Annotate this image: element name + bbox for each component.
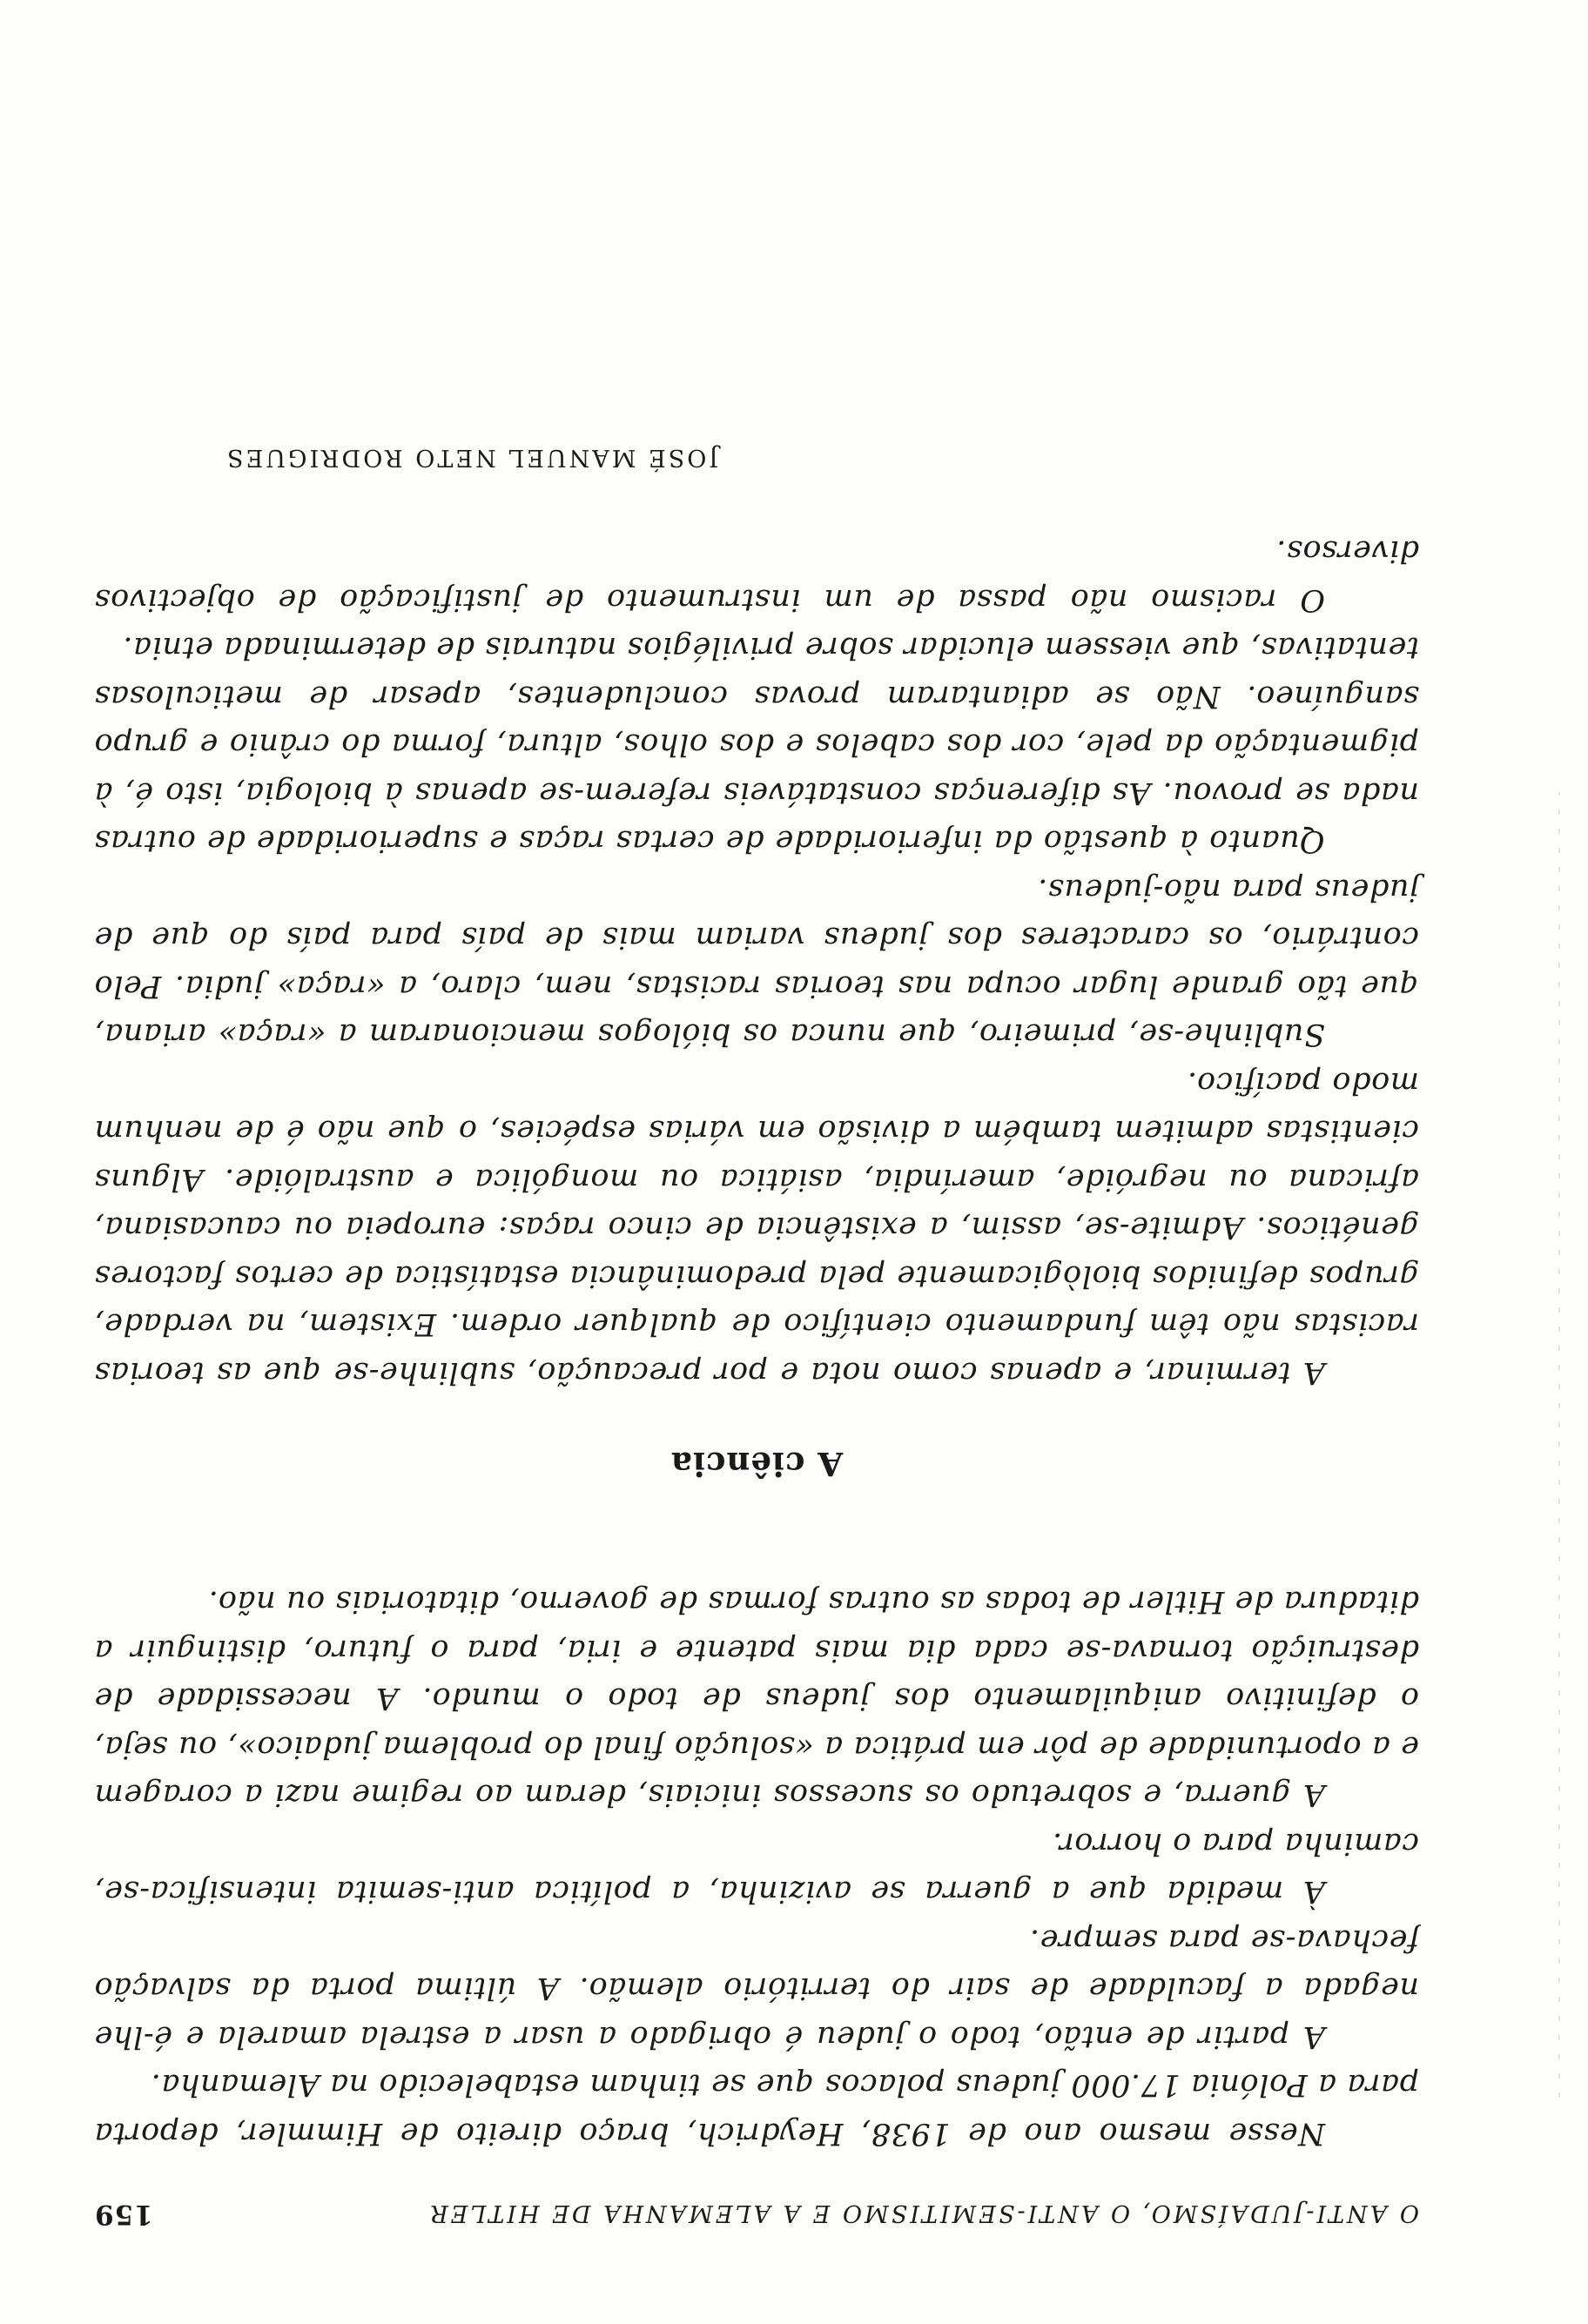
section-heading: A ciência — [670, 1445, 844, 1483]
paragraph: Nesse mesmo ano de 1938, Heydrich, braço direito de Himmler, deporta para a Polónia 17.000 judeus polacos que se tinham estabelecido na Alemanha. — [94, 2067, 1419, 2151]
paragraph: Quanto à questão da inferioridade de certas raças e superioridade de outras nada se provou. As diferenças constatáveis referem-se apenas à biologia, isto é, à pigmentação da pele, cor dos cabelos e dos olhos, altura, forma do crânio e grupo sanguíneo. Não se adiantaram provas concludentes, apesar de meticulosas tentativas, que viessem elucidar sobre privilégios naturais de determinada etnia. — [94, 630, 1419, 859]
author-signature: JOSÉ MANUEL NETO RODRIGUES — [225, 444, 719, 471]
paragraph: À medida que a guerra se avizinha, a política anti-semita intensifica-se, caminha para o horror. — [94, 1826, 1419, 1910]
paragraph: Sublinhe-se, primeiro, que nunca os biólogos mencionaram a «raça» ariana, que tão grande lugar ocupa nas teorias racistas, nem, claro, a «raça» judia. Pelo contrário, os caracteres dos judeus variam mais de país para país do que de judeus para não-judeus. — [94, 872, 1419, 1052]
paragraph: O racismo não passa de um instrumento de justificação de objectivos diversos. — [94, 534, 1419, 617]
running-title: O ANTI-JUDAÍSMO, O ANTI-SEMITISMO E A ALEMANHA DE HITLER — [427, 2200, 1419, 2227]
paragraph: A guerra, e sobretudo os sucessos iniciais, deram ao regime nazi a coragem e a oportunidade de pôr em prática a «solução final do problema judaico», ou seja, o definitivo aniquilamento dos judeus de todo o mundo. A necessidade de destruição tornava-se cada dia mais patente e iria, para o futuro, distinguir a ditadura de Hitler de todas as outras formas de governo, ditatoriais ou não. — [94, 1584, 1419, 1813]
body-text-after-section — [94, 527, 1419, 1396]
paragraph: A terminar, e apenas como nota e por precaução, sublinhe-se que as teorias racistas não têm fundamento científico de qualquer ordem. Existem, na verdade, grupos definidos biològicamente pela predominância estatística de certos factores genéticos. Admite-se, assim, a existência de cinco raças: europeia ou caucasiana, africana ou negróide, ameríndia, asiática ou mongólica e australóide. Alguns cientistas admitem também a divisão em várias espécies, o que não é de nenhum modo pacífico. — [94, 1065, 1419, 1390]
body-text-before-section — [94, 1577, 1419, 2157]
paragraph: A partir de então, todo o judeu é obrigado a usar a estrela amarela e é-lhe negada a faculdade de sair do território alemão. A última porta da salvação fechava-se para sempre. — [94, 1923, 1419, 2054]
running-header — [94, 2195, 1419, 2230]
page-number: 159 — [94, 2199, 153, 2230]
scan-edge-artifact — [1558, 792, 1560, 2098]
page-content — [94, 444, 1419, 2230]
